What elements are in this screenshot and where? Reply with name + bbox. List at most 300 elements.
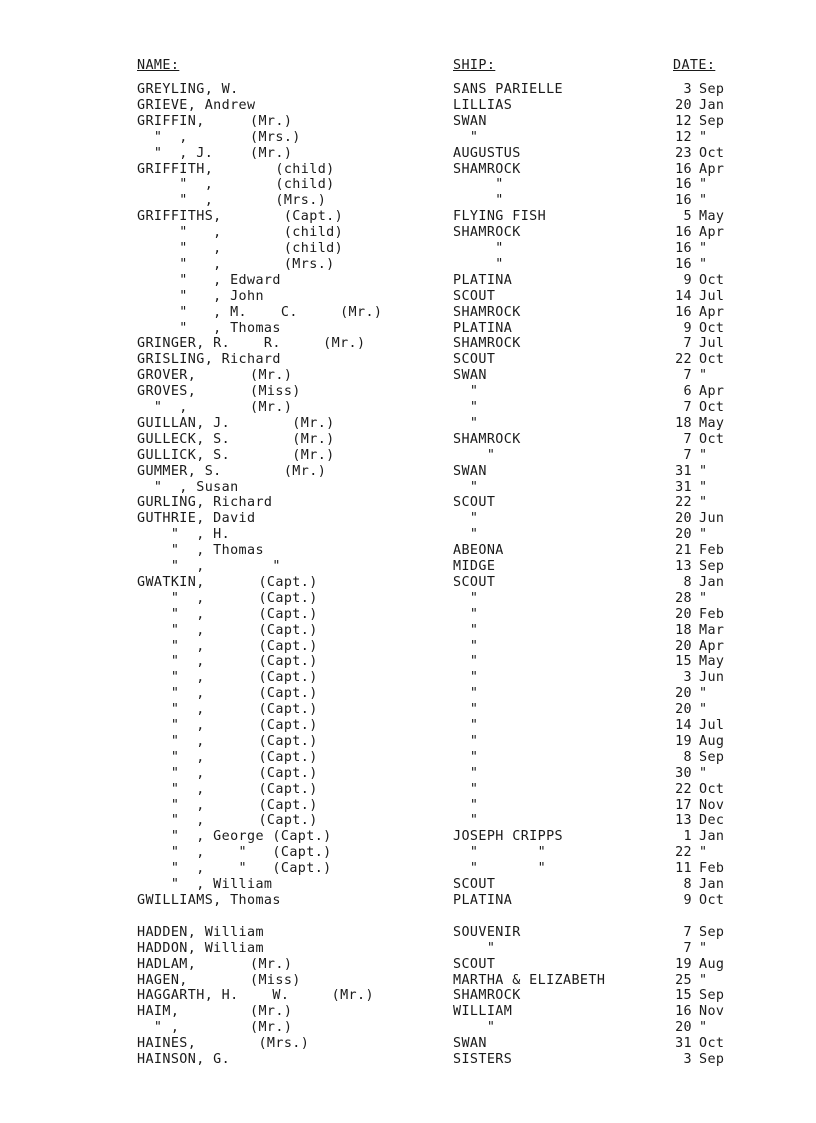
entry-ship: SHAMROCK [453,336,521,352]
entry-month: " [699,447,708,463]
entry-ship: " [453,813,479,829]
entry-day: 31 [675,463,692,479]
entry-month: Sep [699,559,725,574]
entry-day: 20 [675,1020,692,1036]
entry-name: GULLECK, S. [137,431,231,447]
entry-day: 19 [675,956,692,972]
entry-name: " , William [137,877,273,892]
list-item [0,273,816,289]
list-item [0,1036,816,1052]
entry-ship: SHAMROCK [453,304,521,320]
list-item [0,480,816,496]
list-item [0,829,816,845]
entry-ship: " [453,749,479,765]
entry-month: Oct [699,892,725,908]
entry-month: Sep [699,1052,725,1067]
entry-month: Aug [699,733,725,749]
entry-name: " , [137,781,205,797]
entry-title: (Mr.) [250,368,293,384]
list-item [0,114,816,130]
entry-title: (Capt.) [250,749,318,765]
entry-month: " [699,1020,708,1036]
entry-month: " [699,463,708,479]
list-item [0,766,816,782]
entry-day: 12 [675,113,692,129]
entry-name: " , [137,177,214,193]
entry-day: 16 [675,256,692,272]
list-item [0,162,816,178]
entry-month: Nov [699,797,725,813]
entry-month: Oct [699,400,725,415]
entry-day: 15 [675,988,692,1004]
entry-day: 20 [675,686,692,702]
entry-month: Oct [699,781,725,797]
list-item [0,973,816,989]
entry-ship: SANS PARIELLE [453,82,564,97]
list-item [0,384,816,400]
entry-name: " , " (Capt.) [137,845,332,861]
entry-title: (child) [250,241,344,256]
entry-month: " [699,241,708,256]
entry-ship: MARTHA & ELIZABETH [453,972,606,988]
entry-name: " , " [137,559,281,574]
entry-month: Aug [699,956,725,972]
entry-day: 22 [675,352,692,368]
list-item [0,352,816,368]
entry-ship: SCOUT [453,495,496,511]
list-item [0,782,816,798]
entry-month: " [699,590,708,606]
entry-name: " , H. [137,527,231,543]
entry-title: (Mr.) [250,1004,293,1020]
entry-name: GREYLING, W. [137,82,239,97]
entry-day: 22 [675,495,692,511]
list-item [0,146,816,162]
entry-ship: SOUVENIR [453,924,521,940]
entry-name: " , [137,606,205,622]
entry-day: 20 [675,702,692,718]
entry-name: HADLAM, [137,956,197,972]
entry-month: Apr [699,638,725,654]
entry-title: (Capt.) [250,733,318,749]
list-item [0,82,816,98]
entry-ship: " [453,511,479,527]
entry-name: HAGGARTH, H. W. (Mr.) [137,988,374,1004]
entry-day: 11 [675,861,692,877]
entry-day: 7 [683,924,692,940]
entry-ship: SWAN [453,113,487,129]
entry-month: Apr [699,225,725,241]
entry-name: " , [137,813,205,829]
entry-title: (Mrs.) [250,256,335,272]
list-item [0,1052,816,1068]
entry-ship: SWAN [453,463,487,479]
entry-month: " [699,527,708,543]
entry-month: Jan [699,574,725,590]
entry-day: 25 [675,972,692,988]
list-item [0,527,816,543]
entry-month: Sep [699,113,725,129]
list-item [0,925,816,941]
entry-month: Feb [699,543,725,559]
list-item [0,654,816,670]
entry-ship: " [453,129,479,145]
list-item [0,305,816,321]
list-item [0,734,816,750]
entry-ship: " [453,781,479,797]
entry-ship: " [453,400,479,415]
entry-name: " , [137,241,222,256]
entry-ship: PLATINA [453,272,513,288]
list-item [0,400,816,416]
entry-ship: " [453,702,479,718]
list-item [0,257,816,273]
entry-day: 7 [683,431,692,447]
entry-title: (Capt.) [250,813,318,829]
entry-ship: " " [453,845,547,861]
entry-ship: SHAMROCK [453,161,521,177]
entry-day: 16 [675,1004,692,1020]
entry-month: " [699,845,708,861]
entry-month: Jun [699,511,725,527]
entry-day: 7 [683,447,692,463]
entry-ship: SWAN [453,1036,487,1052]
entry-name: " , [137,256,222,272]
entry-day: 1 [683,829,692,845]
entry-name: " , [137,193,214,209]
entry-day: 30 [675,765,692,781]
list-item [0,1004,816,1020]
entry-ship: " [453,590,479,606]
entry-ship: SISTERS [453,1052,513,1067]
list-item [0,686,816,702]
entry-day: 9 [683,320,692,336]
entry-month: Feb [699,861,725,877]
entry-ship: " [453,479,479,495]
entry-month: " [699,940,708,956]
list-item [0,813,816,829]
list-item [0,495,816,511]
entry-day: 14 [675,718,692,733]
entry-day: 7 [683,336,692,352]
entry-title: (child) [250,177,335,193]
entry-month: " [699,686,708,702]
entry-day: 3 [683,1052,692,1067]
entry-name: " , Edward [137,272,281,288]
entry-month: May [699,415,725,431]
entry-name: GRIEVE, Andrew [137,97,256,113]
entry-name: HADDEN, William [137,924,264,940]
entry-ship: WILLIAM [453,1004,513,1020]
list-item [0,289,816,305]
entry-ship: LILLIAS [453,97,513,113]
entry-title: (Capt.) [250,670,318,686]
entry-title: (Mrs.) [250,193,327,209]
entry-title: (Capt.) [250,686,318,702]
entry-title: (Mr.) [250,415,335,431]
entry-title: (Capt.) [250,654,318,670]
entry-ship: " [453,940,496,956]
list-item [0,957,816,973]
entry-name: GRINGER, R. R. (Mr.) [137,336,366,352]
list-item [0,193,816,209]
list-item [0,432,816,448]
entry-day: 9 [683,272,692,288]
list-item [0,607,816,623]
entry-title: (Mr.) [250,447,335,463]
entry-day: 16 [675,241,692,256]
entry-month: Oct [699,431,725,447]
entry-name: " , [137,797,205,813]
entry-month: Nov [699,1004,725,1020]
entry-name: GUILLAN, J. [137,415,231,431]
entry-name: GROVER, [137,368,197,384]
entry-day: 7 [683,368,692,384]
entry-day: 20 [675,511,692,527]
entry-name: HAINSON, G. [137,1052,231,1067]
entry-ship: " [453,384,479,400]
entry-day: 14 [675,288,692,304]
entry-day: 16 [675,177,692,193]
entry-ship: SCOUT [453,352,496,368]
list-item [0,1020,816,1036]
entry-title: (Mr.) [250,431,335,447]
list-item [0,177,816,193]
date-column-header: DATE: [673,58,716,73]
entry-ship: SHAMROCK [453,431,521,447]
entry-day: 21 [675,543,692,559]
entry-ship: " [453,654,479,670]
entry-title: (Capt.) [250,590,318,606]
entry-name: " , [137,654,205,670]
entry-ship: " [453,638,479,654]
entry-day: 3 [683,82,692,97]
entry-month: Sep [699,924,725,940]
entry-ship: " [453,193,504,209]
entry-title: (Capt.) [250,606,318,622]
entry-name: GRISLING, Richard [137,352,281,368]
entry-ship: PLATINA [453,892,513,908]
list-item [0,639,816,655]
entry-day: 13 [675,813,692,829]
entry-name: " , M. C. (Mr.) [137,304,383,320]
entry-month: " [699,368,708,384]
entry-day: 7 [683,400,692,415]
entry-name: GROVES, [137,384,197,400]
entry-month: Jul [699,288,725,304]
entry-name: " , [137,670,205,686]
entry-day: 9 [683,892,692,908]
entry-name: " , [137,400,188,415]
entry-ship: " [453,1020,496,1036]
entry-month: Sep [699,988,725,1004]
entry-title: (Mrs.) [250,1036,310,1052]
entry-title: (Miss) [250,384,301,400]
entry-ship: " [453,527,479,543]
entry-name: " , J. [137,145,214,161]
entry-month: Jan [699,97,725,113]
list-item [0,575,816,591]
entry-day: 28 [675,590,692,606]
list-item [0,798,816,814]
entry-day: 22 [675,781,692,797]
entry-name: " , [137,225,222,241]
entry-title: (Capt.) [250,574,318,590]
list-item [0,368,816,384]
entry-title: (Mrs.) [250,129,301,145]
entry-name: GRIFFITH, [137,161,214,177]
entry-name: " , [137,765,205,781]
list-item [0,623,816,639]
entry-name: HADDON, William [137,940,264,956]
list-item [0,591,816,607]
entry-name: GULLICK, S. [137,447,231,463]
entry-name: GRIFFIN, [137,113,205,129]
entry-month: Apr [699,304,725,320]
list-item [0,321,816,337]
list-item [0,702,816,718]
entry-ship: " [453,718,479,733]
list-item [0,130,816,146]
entry-name: " , Susan [137,479,239,495]
entry-month: Jan [699,829,725,845]
entry-name: GWILLIAMS, Thomas [137,892,281,908]
entry-name: " , [137,749,205,765]
entry-month: " [699,479,708,495]
entry-day: 5 [683,209,692,225]
entry-name: " , [137,733,205,749]
entry-title: (Capt.) [250,702,318,718]
entry-month: Sep [699,82,725,97]
entry-day: 31 [675,1036,692,1052]
entry-month: Dec [699,813,725,829]
list-item [0,448,816,464]
entry-month: May [699,654,725,670]
entry-title: (Mr.) [250,1020,293,1036]
entry-ship: MIDGE [453,559,496,574]
entry-month: Sep [699,749,725,765]
entry-ship: ABEONA [453,543,504,559]
entry-ship: SHAMROCK [453,225,521,241]
entry-ship: SCOUT [453,574,496,590]
list-item [0,718,816,734]
entry-ship: SHAMROCK [453,988,521,1004]
entry-month: Oct [699,352,725,368]
list-item [0,225,816,241]
entry-title: (Capt.) [250,638,318,654]
entry-title: (child) [250,161,335,177]
entry-month: " [699,193,708,209]
entry-title: (Mr.) [250,145,293,161]
entry-day: 20 [675,527,692,543]
entry-name: " , [137,638,205,654]
entry-name: GUMMER, S. [137,463,222,479]
entry-ship: " [453,447,496,463]
entry-day: 8 [683,574,692,590]
entry-day: 31 [675,479,692,495]
list-item [0,861,816,877]
entry-name: " , Thomas [137,320,281,336]
entry-ship: SCOUT [453,877,496,892]
entry-name: GRIFFITHS, [137,209,222,225]
entry-day: 17 [675,797,692,813]
entry-name: GURLING, Richard [137,495,273,511]
entry-month: " [699,129,708,145]
entry-name: GWATKIN, [137,574,205,590]
entry-ship: " [453,765,479,781]
entry-ship: " [453,606,479,622]
entry-ship: " [453,670,479,686]
entry-day: 16 [675,161,692,177]
list-item [0,336,816,352]
entry-title: (Mr.) [250,463,327,479]
entry-month: Oct [699,320,725,336]
list-item [0,988,816,1004]
entry-name: HAINES, [137,1036,197,1052]
entry-ship: FLYING FISH [453,209,547,225]
entry-ship: SCOUT [453,288,496,304]
list-item [0,559,816,575]
entry-name: HAIM, [137,1004,180,1020]
list-item [0,543,816,559]
entry-month: " [699,702,708,718]
entry-day: 20 [675,638,692,654]
entry-day: 7 [683,940,692,956]
list-item [0,893,816,909]
entry-month: " [699,256,708,272]
entry-title: (Capt.) [250,765,318,781]
entry-title: (Capt.) [250,209,344,225]
entry-title: (Mr.) [250,400,293,415]
entry-ship: " [453,177,504,193]
entry-name: HAGEN, [137,972,188,988]
entry-day: 16 [675,225,692,241]
list-item [0,750,816,766]
name-column-header: NAME: [137,58,180,73]
list-item [0,845,816,861]
entry-name: " , [137,686,205,702]
entry-day: 16 [675,304,692,320]
entry-day: 19 [675,733,692,749]
entry-day: 16 [675,193,692,209]
entry-name: " , " (Capt.) [137,861,332,877]
list-item [0,877,816,893]
entry-month: Apr [699,161,725,177]
list-item [0,670,816,686]
entry-day: 8 [683,877,692,892]
entry-month: Apr [699,384,725,400]
entry-ship: " [453,256,504,272]
entry-month: " [699,972,708,988]
entry-month: Oct [699,1036,725,1052]
entry-title: (Capt.) [250,781,318,797]
list-item [0,98,816,114]
entry-name: " , [137,129,188,145]
list-item [0,209,816,225]
entry-ship: " [453,415,479,431]
entry-day: 13 [675,559,692,574]
entry-month: " [699,177,708,193]
entry-ship: JOSEPH CRIPPS [453,829,564,845]
entry-ship: " [453,686,479,702]
entry-ship: " [453,622,479,638]
entry-month: Jan [699,877,725,892]
entry-day: 20 [675,606,692,622]
ship-column-header: SHIP: [453,58,496,73]
entry-name: GUTHRIE, David [137,511,256,527]
entry-name: " , [137,590,205,606]
entry-day: 20 [675,97,692,113]
